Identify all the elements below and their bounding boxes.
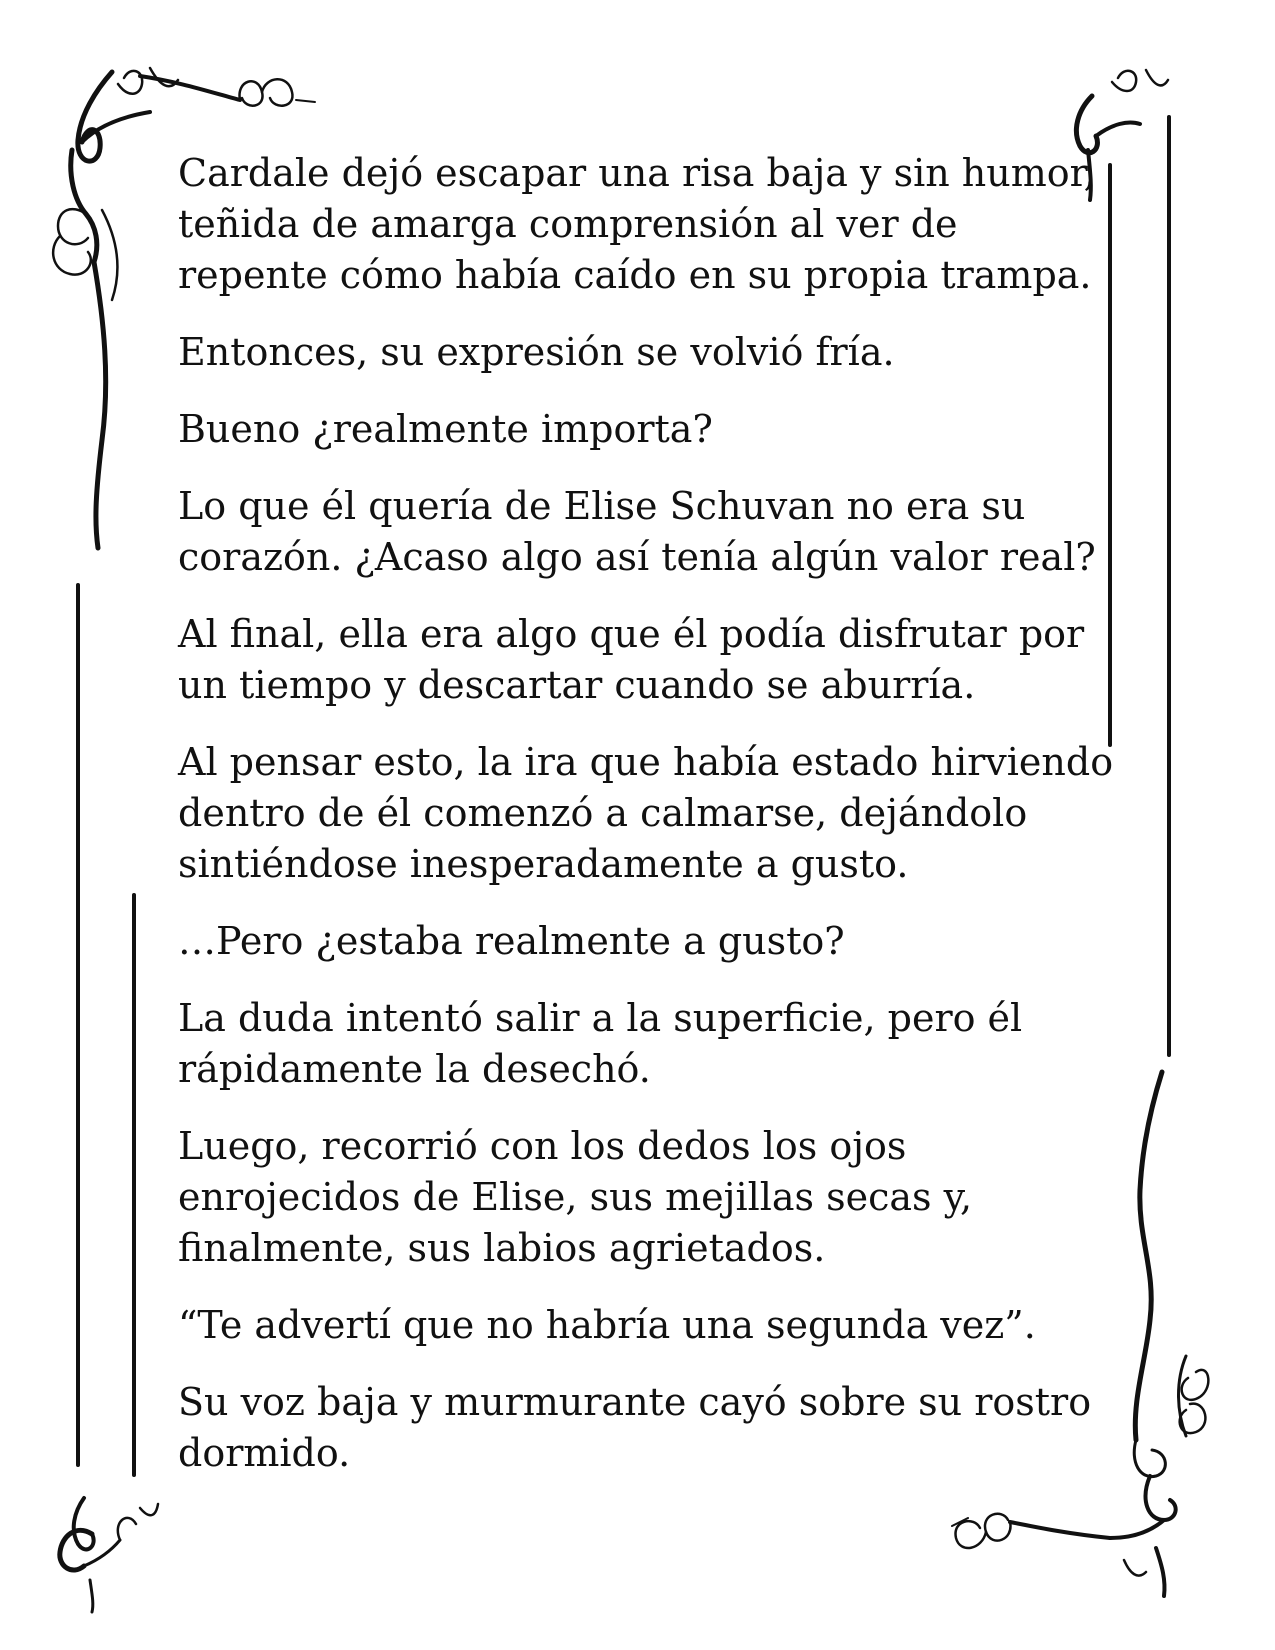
paragraph-7: …Pero ¿estaba realmente a gusto?: [178, 919, 845, 963]
paragraph-1: Cardale dejó escapar una risa baja y sin humor, teñida de amarga comprensión al ver de repente cómo había caído en su propia trampa.: [178, 151, 1096, 297]
bottom-left-flourish: [60, 1498, 158, 1612]
story-text: [178, 148, 1118, 1505]
paragraph-8: La duda intentó salir a la superficie, pero él rápidamente la desechó.: [178, 996, 1023, 1091]
paragraph-3: Bueno ¿realmente importa?: [178, 407, 713, 451]
paragraph-11: Su voz baja y murmurante cayó sobre su rostro dormido.: [178, 1380, 1092, 1475]
paragraph-2: Entonces, su expresión se volvió fría.: [178, 330, 895, 374]
paragraph-5: Al final, ella era algo que él podía disfrutar por un tiempo y descartar cuando se aburría.: [178, 612, 1085, 707]
paragraph-4: Lo que él quería de Elise Schuvan no era su corazón. ¿Acaso algo así tenía algún valor real?: [178, 484, 1096, 579]
paragraph-9: Luego, recorrió con los dedos los ojos enrojecidos de Elise, sus mejillas secas y, finalmente, sus labios agrietados.: [178, 1124, 973, 1270]
paragraph-10: “Te advertí que no habría una segunda vez”.: [178, 1303, 1036, 1347]
paragraph-6: Al pensar esto, la ira que había estado hirviendo dentro de él comenzó a calmarse, dejándolo sintiéndose inesperadamente a gusto.: [178, 740, 1114, 886]
